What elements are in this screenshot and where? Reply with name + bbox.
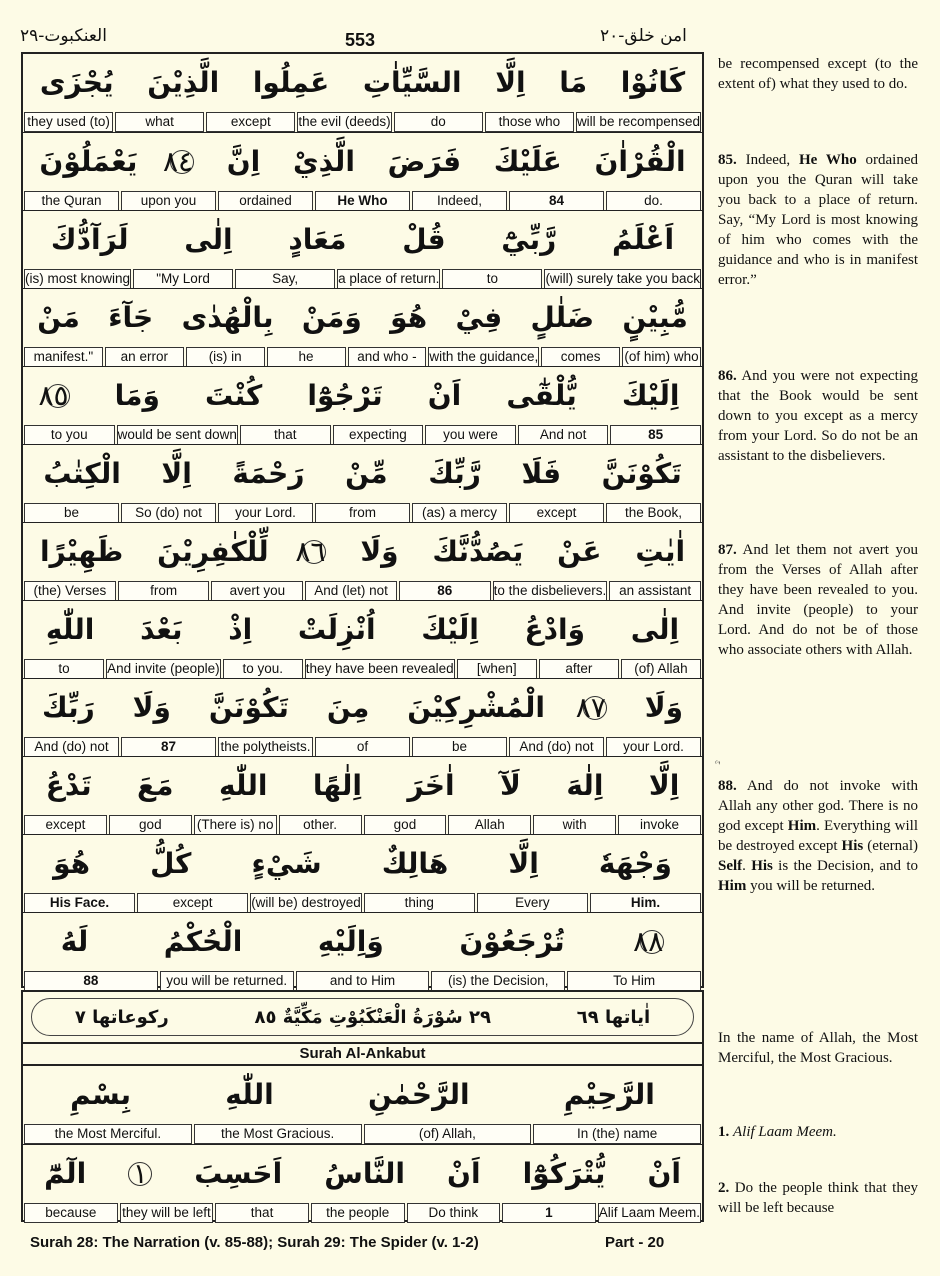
word-translation: the Most Gracious. xyxy=(194,1124,362,1144)
verse-row xyxy=(23,834,702,913)
word-translation: they will be left xyxy=(120,1203,214,1223)
arabic-word: وَادْعُ xyxy=(524,613,586,646)
word-translation: with xyxy=(533,815,616,835)
word-translation: be xyxy=(412,737,507,757)
arabic-word: اَنْ xyxy=(447,1157,481,1190)
verse-row xyxy=(23,366,702,445)
surah-banner xyxy=(21,990,704,1044)
arabic-line xyxy=(23,679,702,736)
header-left: العنكبوت-٢٩ xyxy=(20,26,107,46)
word-translation: (is) most knowing xyxy=(24,269,131,289)
arabic-line xyxy=(23,289,702,346)
arabic-word: بِالْهُدٰى xyxy=(181,301,274,334)
translation-cells xyxy=(23,269,702,289)
translation-cells xyxy=(23,347,702,367)
arabic-word: فَرَضَ xyxy=(387,145,462,178)
word-translation: (There is) no xyxy=(194,815,277,835)
arabic-word: اَنْ xyxy=(427,379,462,412)
arabic-word: اللّٰهِ xyxy=(45,613,95,646)
word-translation: 86 xyxy=(399,581,491,601)
verse-row xyxy=(23,132,702,211)
verse-number-marker: ٨٨ xyxy=(633,924,664,958)
word-translation: He Who xyxy=(315,191,410,211)
verse-number-marker: ٨٦ xyxy=(295,534,326,568)
arabic-word: رَّبِّكَ xyxy=(428,457,481,490)
word-translation: they used (to) xyxy=(24,112,113,132)
word-translation: what xyxy=(115,112,204,132)
header-right: امن خلق-٢٠ xyxy=(600,26,687,46)
word-translation: your Lord. xyxy=(218,503,313,523)
arabic-word: عَلَيْكَ xyxy=(493,145,562,178)
arabic-word: يُّلْقٰٓى xyxy=(506,379,577,412)
word-translation: and who - xyxy=(348,347,427,367)
arabic-word: شَيْءٍ xyxy=(251,847,322,880)
verse-row xyxy=(23,678,702,757)
arabic-word: وَلَا xyxy=(644,691,684,724)
arabic-line xyxy=(23,601,702,658)
translation-cells xyxy=(23,503,702,523)
word-translation: a place of return. xyxy=(337,269,440,289)
arabic-word: كُنْتَ xyxy=(204,379,263,412)
word-translation: And (let) not xyxy=(305,581,397,601)
word-translation: an assistant xyxy=(609,581,701,601)
word-translation: except xyxy=(509,503,604,523)
word-translation: except xyxy=(24,815,107,835)
verse-grid-2 xyxy=(21,1066,704,1222)
arabic-word: هُوَ xyxy=(390,301,428,334)
arabic-word: السَّيِّاٰتِ xyxy=(362,66,462,99)
word-translation: upon you xyxy=(121,191,216,211)
word-translation: Say, xyxy=(235,269,335,289)
verse-row xyxy=(23,600,702,679)
word-translation: to the disbelievers. xyxy=(493,581,608,601)
word-translation: 87 xyxy=(121,737,216,757)
word-translation: comes xyxy=(541,347,620,367)
arabic-word: اَعْلَمُ xyxy=(612,223,675,256)
arabic-line xyxy=(23,757,702,814)
surah-banner-inner xyxy=(31,998,694,1036)
arabic-word: الْحُكْمُ xyxy=(163,925,243,958)
arabic-word: الرَّحْمٰنِ xyxy=(367,1078,470,1111)
banner-ayat: اٰياتها ٦٩ xyxy=(576,1006,651,1028)
translation-paragraph: 2. Do the people think that they will be left because xyxy=(718,1180,918,1216)
word-translation: Indeed, xyxy=(412,191,507,211)
translation-cells xyxy=(23,1203,702,1223)
verse-row xyxy=(23,444,702,523)
word-translation: (is) in xyxy=(186,347,265,367)
verse-number-marker: ٨٤ xyxy=(163,144,194,178)
banner-surah: ٢٩ سُوْرَةُ الْعَنْكَبُوْتِ مَكِّيَّةٌ ٨٥ xyxy=(254,1006,492,1028)
word-translation: those who xyxy=(485,112,574,132)
arabic-word: قُلْ xyxy=(402,223,446,256)
word-translation: they have been revealed xyxy=(305,659,455,679)
word-translation: 84 xyxy=(509,191,604,211)
arabic-word: جَآءَ xyxy=(108,301,154,334)
translation-cells xyxy=(23,1124,702,1144)
word-translation: In (the) name xyxy=(533,1124,701,1144)
arabic-word: اِلٰهًا xyxy=(312,769,362,802)
word-translation: And invite (people) xyxy=(106,659,221,679)
arabic-word: رَبِّكَ xyxy=(42,691,95,724)
banner-ruku: ركوعاتها ٧ xyxy=(74,1006,169,1028)
arabic-word: مُّبِيْنٍ xyxy=(622,301,688,334)
arabic-word: اَنْ xyxy=(647,1157,681,1190)
word-translation: (is) the Decision, xyxy=(431,971,565,991)
translation-paragraph: 87. And let them not avert you from the Verses of Allah after they have been revealed to you. And invite (people) to your Lord. And do not be of those who associate others with Allah. xyxy=(718,542,918,658)
arabic-line xyxy=(23,1145,702,1202)
word-translation: Do think xyxy=(407,1203,501,1223)
arabic-line xyxy=(23,445,702,502)
translation-paragraph: 1. Alif Laam Meem. xyxy=(718,1124,837,1140)
word-translation: because xyxy=(24,1203,118,1223)
word-translation: do. xyxy=(606,191,701,211)
arabic-word: تَدْعُ xyxy=(45,769,92,802)
footer-left: Surah 28: The Narration (v. 85-88); Surah 29: The Spider (v. 1-2) xyxy=(30,1234,479,1251)
verse-row xyxy=(23,1066,702,1144)
word-translation: of xyxy=(315,737,410,757)
arabic-word: لِّلْكٰفِرِيْنَ xyxy=(157,535,269,568)
word-translation: the polytheists. xyxy=(218,737,313,757)
translation-cells xyxy=(23,112,702,132)
word-translation: 88 xyxy=(24,971,158,991)
word-translation: (of) Allah, xyxy=(364,1124,532,1144)
word-translation: from xyxy=(315,503,410,523)
arabic-word: مَنْ xyxy=(37,301,80,334)
arabic-word: لَآ xyxy=(500,769,521,802)
arabic-word: اِلَّا xyxy=(648,769,680,802)
translation-cells xyxy=(23,659,702,679)
word-translation: god xyxy=(109,815,192,835)
word-translation: do xyxy=(394,112,483,132)
arabic-line xyxy=(23,523,702,580)
arabic-word: اِلٰهَ xyxy=(566,769,604,802)
arabic-word: اِلٰى xyxy=(630,613,680,646)
arabic-line xyxy=(23,54,702,111)
arabic-word: الٓمّٓ xyxy=(44,1157,87,1190)
word-translation: that xyxy=(215,1203,309,1223)
translation-column xyxy=(718,52,918,1232)
arabic-word: اَحَسِبَ xyxy=(194,1157,283,1190)
verse-number-marker: ١ xyxy=(128,1162,152,1186)
word-translation: the Most Merciful. xyxy=(24,1124,192,1144)
verse-row xyxy=(23,522,702,601)
arabic-word: رَّبِّيْٓ xyxy=(501,223,557,256)
arabic-word: الْمُشْرِكِيْنَ xyxy=(407,691,545,724)
word-translation: (as) a mercy xyxy=(412,503,507,523)
arabic-word: الَّذِيْنَ xyxy=(147,66,220,99)
arabic-line xyxy=(23,133,702,190)
word-translation: (the) Verses xyxy=(24,581,116,601)
arabic-word: يَصُدُّنَّكَ xyxy=(432,535,524,568)
page-header xyxy=(0,0,940,52)
arabic-word: وَاِلَيْهِ xyxy=(317,925,384,958)
arabic-word: اُنْزِلَتْ xyxy=(297,613,376,646)
arabic-line xyxy=(23,211,702,268)
arabic-word: اِلَّا xyxy=(508,847,539,880)
arabic-word: مِنَ xyxy=(326,691,370,724)
translation-cells xyxy=(23,971,702,991)
word-translation: with the guidance, xyxy=(428,347,539,367)
word-translation: other. xyxy=(279,815,362,835)
word-translation: he xyxy=(267,347,346,367)
translation-paragraph: In the name of Allah, the Most Merciful, the Most Gracious. xyxy=(718,1030,918,1066)
word-translation: Every xyxy=(477,893,588,913)
arabic-word: النَّاسُ xyxy=(324,1157,405,1190)
word-translation: To Him xyxy=(567,971,701,991)
arabic-line xyxy=(23,1066,702,1123)
translation-cells xyxy=(23,425,702,445)
word-translation: 85 xyxy=(610,425,701,445)
word-translation: the evil (deeds) xyxy=(297,112,391,132)
word-translation: Alif Laam Meem. xyxy=(598,1203,701,1223)
arabic-word: رَحْمَةً xyxy=(232,457,305,490)
arabic-word: اِذْ xyxy=(228,613,253,646)
translation-paragraph: be recompensed except (to the extent of) what they used to do. xyxy=(718,56,918,92)
arabic-word: يُجْزَى xyxy=(39,66,114,99)
word-translation: god xyxy=(364,815,447,835)
arabic-word: اِنَّ xyxy=(226,145,261,178)
arabic-word: بَعْدَ xyxy=(140,613,183,646)
arabic-word: مَا xyxy=(559,66,588,99)
translation-cells xyxy=(23,893,702,913)
arabic-word: وَلَا xyxy=(360,535,399,568)
word-translation: manifest." xyxy=(24,347,103,367)
word-translation: your Lord. xyxy=(606,737,701,757)
arabic-word: يُّتْرَكُوْٓا xyxy=(522,1157,606,1190)
arabic-word: كَانُوْا xyxy=(620,66,686,99)
word-translation: Him. xyxy=(590,893,701,913)
word-translation: to you. xyxy=(223,659,303,679)
word-translation: 1 xyxy=(502,1203,596,1223)
word-translation: (will) surely take you back xyxy=(544,269,701,289)
word-translation: ordained xyxy=(218,191,313,211)
word-translation: that xyxy=(240,425,331,445)
word-translation: an error xyxy=(105,347,184,367)
word-translation: you were xyxy=(425,425,516,445)
arabic-word: اِلَيْكَ xyxy=(621,379,680,412)
word-translation: and to Him xyxy=(296,971,430,991)
arabic-word: وَلَا xyxy=(132,691,171,724)
word-translation: expecting xyxy=(333,425,424,445)
word-translation: Allah xyxy=(448,815,531,835)
translation-paragraph: 86. And you were not expecting that the Book would be sent down to you except as a mercy from your Lord. So do not be an assistant to the disbelievers. xyxy=(718,368,918,464)
arabic-word: الرَّحِيْمِ xyxy=(563,1078,655,1111)
arabic-word: وَجْهَهٗ xyxy=(598,847,672,880)
arabic-word: تُرْجَعُوْنَ xyxy=(459,925,565,958)
word-translation: (of) Allah xyxy=(621,659,701,679)
arabic-word: ظَهِيْرًا xyxy=(39,535,124,568)
verse-grid xyxy=(21,52,704,988)
arabic-word: بِسْمِ xyxy=(70,1078,132,1111)
translation-cells xyxy=(23,815,702,835)
surah-title: Surah Al-Ankabut xyxy=(21,1044,704,1066)
arabic-word: اِلَيْكَ xyxy=(421,613,479,646)
arabic-word: مَعَ xyxy=(137,769,174,802)
arabic-word: اٰخَرَ xyxy=(407,769,455,802)
arabic-word: فَلَا xyxy=(521,457,562,490)
arabic-word: الْقُرْاٰنَ xyxy=(594,145,686,178)
word-translation: to xyxy=(24,659,104,679)
word-translation: avert you xyxy=(211,581,303,601)
word-translation: except xyxy=(137,893,248,913)
word-translation: thing xyxy=(364,893,475,913)
arabic-word: اِلَّا xyxy=(495,66,526,99)
footer-right: Part - 20 xyxy=(605,1234,665,1251)
arabic-word: تَكُوْنَنَّ xyxy=(208,691,289,724)
word-translation: be xyxy=(24,503,119,523)
verse-row xyxy=(23,210,702,289)
word-translation: invoke xyxy=(618,815,701,835)
arabic-line xyxy=(23,913,702,970)
word-translation: (of him) who xyxy=(622,347,701,367)
arabic-word: عَنْ xyxy=(557,535,602,568)
arabic-word: يَعْمَلُوْنَ xyxy=(39,145,138,178)
arabic-word: لَهُ xyxy=(60,925,89,958)
arabic-word: كُلُّ xyxy=(150,847,192,880)
word-translation: His Face. xyxy=(24,893,135,913)
translation-paragraph: 88. And do not invoke with Allah any other god. There is no god except Him. Everything will be destroyed except His (eternal) Self. His is the Decision, and to Him you will be returned. xyxy=(718,778,919,894)
arabic-word: عَمِلُوا xyxy=(252,66,330,99)
word-translation: And not xyxy=(518,425,609,445)
word-translation: the Quran xyxy=(24,191,119,211)
word-translation: except xyxy=(206,112,295,132)
word-translation: [when] xyxy=(457,659,537,679)
arabic-word: هُوَ xyxy=(53,847,91,880)
word-translation: the Book, xyxy=(606,503,701,523)
word-translation: to xyxy=(442,269,542,289)
arabic-word: وَمَنْ xyxy=(301,301,362,334)
arabic-word: اٰيٰتِ xyxy=(635,535,686,568)
verse-row xyxy=(23,912,702,991)
arabic-word: ضَلٰلٍ xyxy=(530,301,595,334)
arabic-word: فِيْ xyxy=(455,301,503,334)
verse-row xyxy=(23,756,702,835)
verse-row xyxy=(23,54,702,132)
arabic-word: هَالِكٌ xyxy=(381,847,449,880)
translation-paragraph: 85. Indeed, He Who ordained upon you the Quran will take you back to a place of return. Say, “My Lord is most knowing of him who comes with the guidance and who is in manifest error.” xyxy=(718,152,919,288)
arabic-line xyxy=(23,367,702,424)
arabic-word: اللّٰهِ xyxy=(225,1078,274,1111)
arabic-word: تَكُوْنَنَّ xyxy=(601,457,682,490)
word-translation: would be sent down xyxy=(117,425,238,445)
verse-row xyxy=(23,288,702,367)
arabic-word: لَرَآدُّكَ xyxy=(50,223,129,256)
translation-cells xyxy=(23,191,702,211)
arabic-word: اللّٰهِ xyxy=(218,769,268,802)
word-translation: after xyxy=(539,659,619,679)
verse-row xyxy=(23,1144,702,1223)
word-translation: to you xyxy=(24,425,115,445)
arabic-word: اِلَّا xyxy=(161,457,192,490)
word-translation: (will be) destroyed xyxy=(250,893,362,913)
word-translation: will be recompensed xyxy=(576,112,701,132)
page-footer xyxy=(30,1234,910,1256)
word-translation: And (do) not xyxy=(24,737,119,757)
arabic-line xyxy=(23,835,702,892)
word-translation: So (do) not xyxy=(121,503,216,523)
arabic-word: مِّنْ xyxy=(345,457,388,490)
arabic-word: الَّذِيْ xyxy=(292,145,355,178)
verse-number-marker: ٨٧ xyxy=(575,690,606,724)
arabic-word: تَرْجُوْٓا xyxy=(307,379,383,412)
arabic-word: اِلٰى xyxy=(184,223,233,256)
word-translation: you will be returned. xyxy=(160,971,294,991)
word-translation: And (do) not xyxy=(509,737,604,757)
word-translation: the people xyxy=(311,1203,405,1223)
arabic-word: مَعَادٍ xyxy=(288,223,347,256)
verse-number-marker: ٨٥ xyxy=(38,378,69,412)
word-translation: from xyxy=(118,581,210,601)
word-translation: "My Lord xyxy=(133,269,233,289)
translation-cells xyxy=(23,581,702,601)
page-number: 553 xyxy=(344,30,376,50)
arabic-word: وَمَا xyxy=(114,379,160,412)
arabic-word: الْكِتٰبُ xyxy=(43,457,121,490)
translation-cells xyxy=(23,737,702,757)
